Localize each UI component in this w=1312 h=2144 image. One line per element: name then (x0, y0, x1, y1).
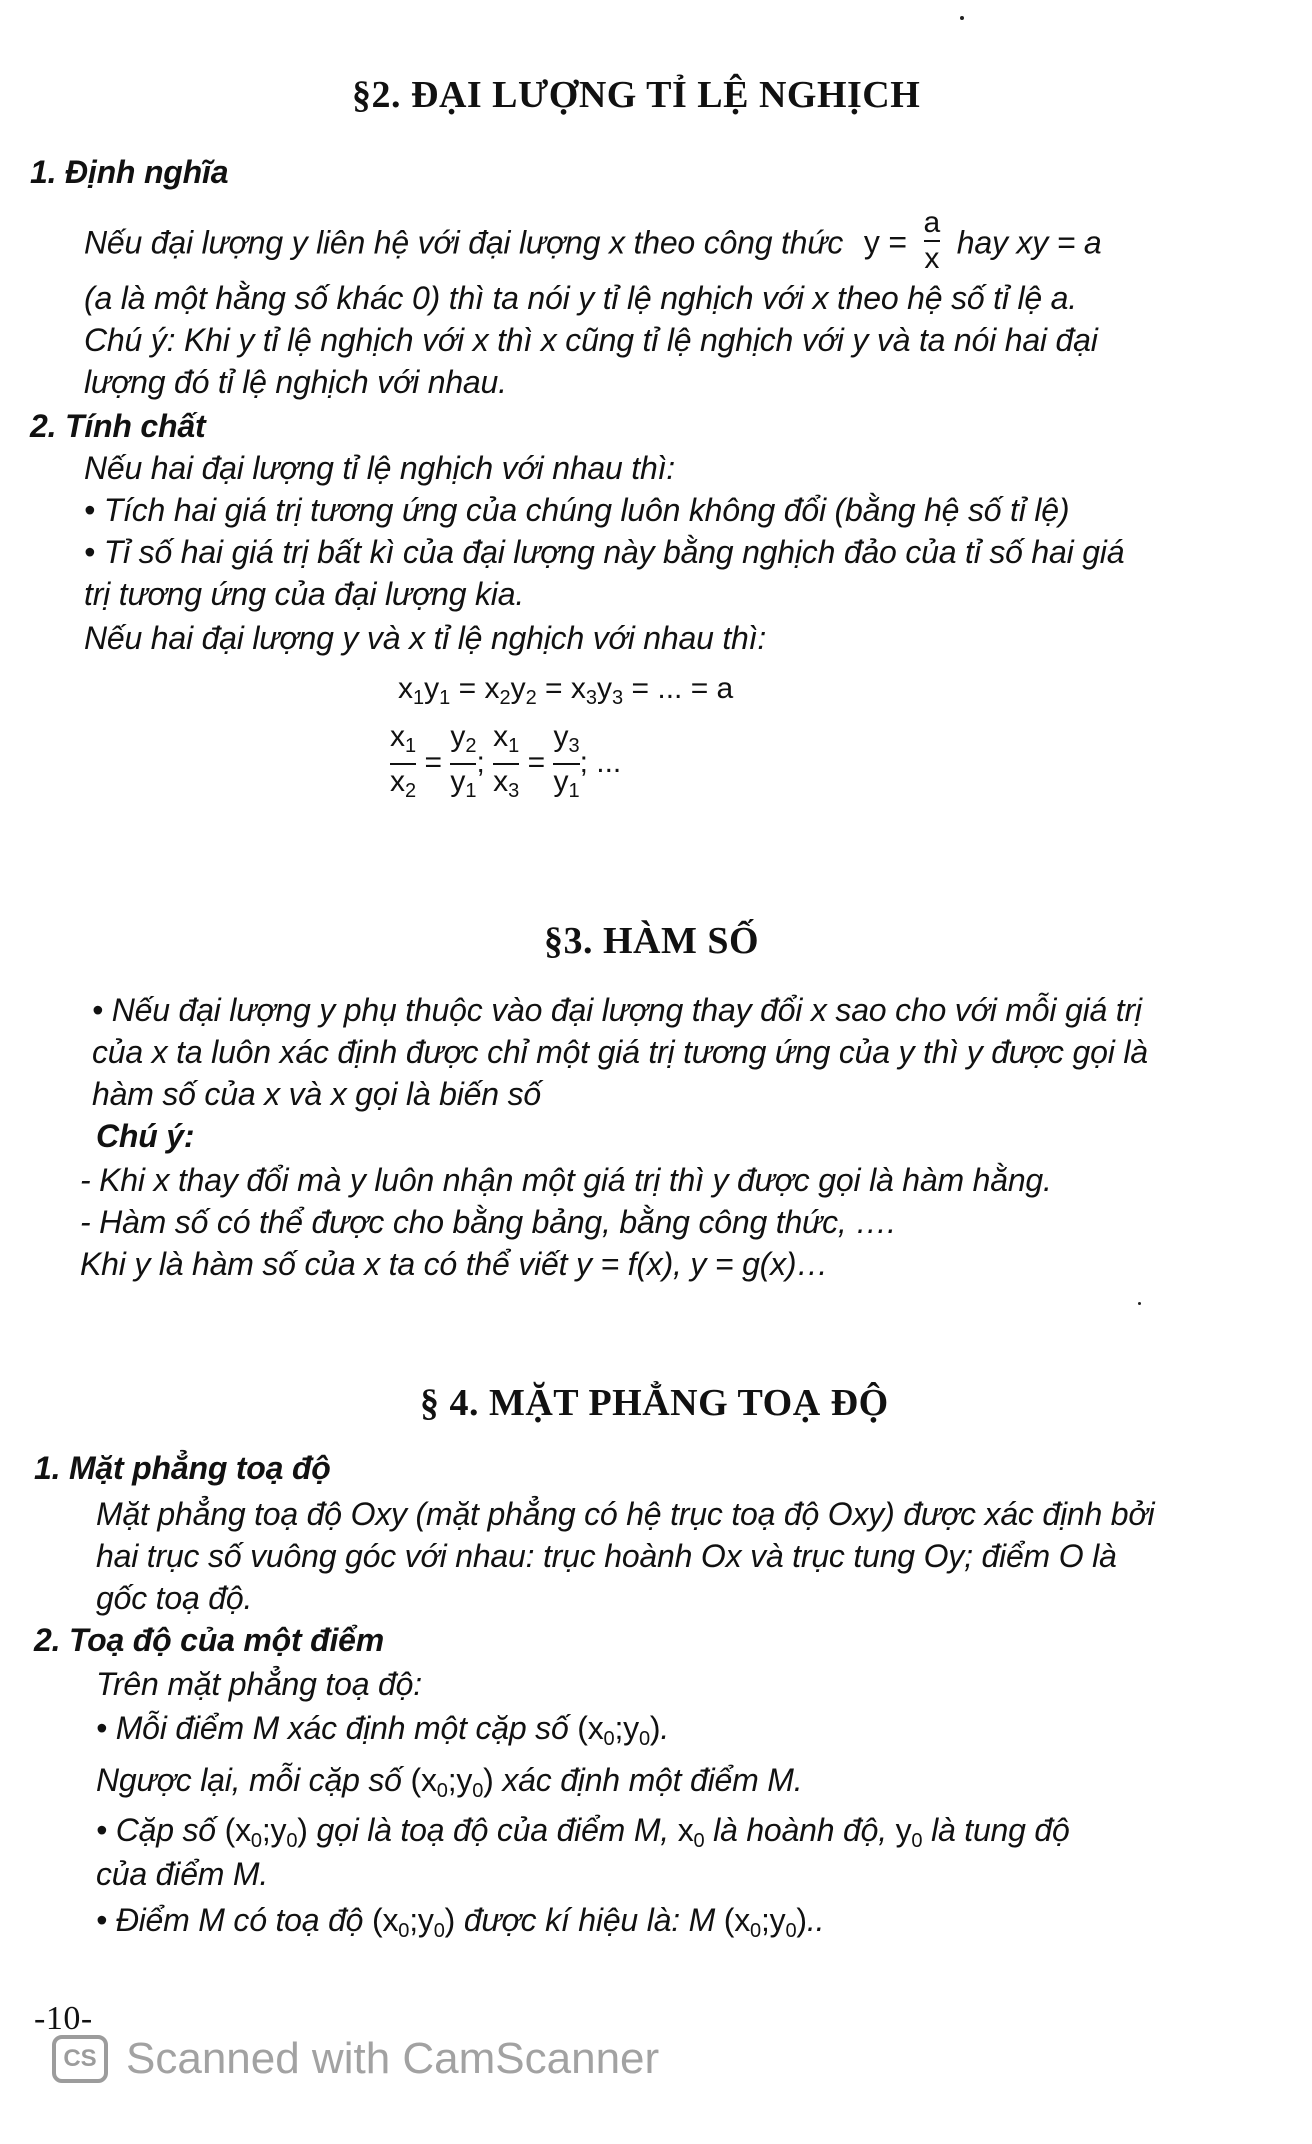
s3-note-2: - Hàm số có thể được cho bằng bảng, bằng công thức, …. (80, 1204, 896, 1240)
s2-bullet-2-line-1: • Tỉ số hai giá trị bất kì của đại lượng này bằng nghịch đảo của tỉ số hai giá (84, 534, 1125, 570)
section-4-title: § 4. MẶT PHẲNG TOẠ ĐỘ (420, 1382, 889, 1424)
equation-ratios: $\frac{x_1}{x_2}$ = $\frac{y_2}{y_1}$ ; $\frac{x_1}{x_3}$ = $\frac{y_3}{y_1}$ ; ... (390, 722, 621, 806)
s2-bullet-2-line-2: trị tương ứng của đại lượng kia. (84, 576, 525, 612)
s4-intro: Trên mặt phẳng toạ độ: (96, 1666, 422, 1702)
camscanner-logo-icon: CS (52, 2035, 108, 2083)
s2-note-line-2: lượng đó tỉ lệ nghịch với nhau. (84, 364, 507, 400)
s4-bullet-1: • Mỗi điểm M xác định một cặp số $(x_0;y_0)$. (96, 1710, 670, 1750)
s4-bullet-2-line-1: • Cặp số $(x_0;y_0)$ gọi là toạ độ của điểm M, $x_0$ là hoành độ, $y_0$ là tung độ (96, 1812, 1070, 1852)
s4-paragraph-line-1: Mặt phẳng toạ độ Oxy (mặt phẳng có hệ trục toạ độ Oxy) được xác định bởi (96, 1496, 1155, 1532)
s4-bullet-2-line-2: của điểm M. (96, 1856, 269, 1892)
s4-paragraph-line-3: gốc toạ độ. (96, 1580, 253, 1616)
s4-bullet-3: • Điểm M có toạ độ $(x_0;y_0)$ được kí hiệu là: M $(x_0;y_0)$.. (96, 1902, 825, 1942)
s2-definition-prefix: Nếu đại lượng y liên hệ với đại lượng x theo công thức (84, 224, 844, 261)
speck-mark (960, 16, 964, 20)
page-number: -10- (34, 2000, 93, 2037)
ratio-fraction-2: $\frac{y_2}{y_1}$ (450, 720, 477, 802)
s4-heading-plane: 1. Mặt phẳng toạ độ (34, 1450, 331, 1486)
camscanner-watermark (52, 2034, 659, 2084)
s3-note-title: Chú ý: (96, 1118, 195, 1154)
formula-numerator: a (923, 206, 941, 239)
ratio-fraction-3: $\frac{x_1}{x_3}$ (493, 720, 520, 802)
formula-lhs: y = (863, 224, 907, 261)
s3-paragraph-line-3: hàm số của x và x gọi là biến số (92, 1076, 541, 1112)
s2-definition-line-2: (a là một hằng số khác 0) thì ta nói y tỉ lệ nghịch với x theo hệ số tỉ lệ a. (84, 280, 1077, 316)
s4-paragraph-line-2: hai trục số vuông góc với nhau: trục hoành Ox và trục tung Oy; điểm O là (96, 1538, 1117, 1574)
s4-heading-point-coordinates: 2. Toạ độ của một điểm (34, 1622, 385, 1658)
ratio-fraction-4: $\frac{y_3}{y_1}$ (553, 720, 580, 802)
s3-paragraph-line-1: • Nếu đại lượng y phụ thuộc vào đại lượng thay đổi x sao cho với mỗi giá trị (92, 992, 1142, 1028)
s2-heading-properties: 2. Tính chất (30, 408, 206, 444)
s2-properties-intro-2: Nếu hai đại lượng y và x tỉ lệ nghịch với nhau thì: (84, 620, 767, 656)
s2-bullet-1: • Tích hai giá trị tương ứng của chúng luôn không đổi (bằng hệ số tỉ lệ) (84, 492, 1070, 528)
formula-suffix: hay xy = a (956, 224, 1102, 261)
camscanner-text: Scanned with CamScanner (126, 2034, 660, 2083)
formula-fraction (924, 208, 941, 274)
ratio-fraction-1: $\frac{x_1}{x_2}$ (390, 720, 417, 802)
s2-definition-line-1 (84, 206, 1102, 278)
section-2-title: §2. ĐẠI LƯỢNG TỈ LỆ NGHỊCH (352, 74, 921, 116)
speck-mark (1138, 1302, 1141, 1305)
section-3-title: §3. HÀM SỐ (544, 920, 760, 962)
s2-heading-definition: 1. Định nghĩa (30, 154, 229, 190)
s4-bullet-1-converse: Ngược lại, mỗi cặp số $(x_0;y_0)$ xác định một điểm M. (96, 1762, 803, 1802)
s2-note-line-1: Chú ý: Khi y tỉ lệ nghịch với x thì x cũng tỉ lệ nghịch với y và ta nói hai đại (84, 322, 1098, 358)
s3-note-1: - Khi x thay đổi mà y luôn nhận một giá trị thì y được gọi là hàm hằng. (80, 1162, 1052, 1198)
s3-note-3: Khi y là hàm số của x ta có thể viết y = f(x), y = g(x)… (80, 1246, 829, 1282)
s3-paragraph-line-2: của x ta luôn xác định được chỉ một giá trị tương ứng của y thì y được gọi là (92, 1034, 1148, 1070)
formula-denominator: x (924, 242, 940, 275)
equation-products: $x_1y_1 = x_2y_2 = x_3y_3$ = ... = a (398, 672, 734, 709)
s2-properties-intro: Nếu hai đại lượng tỉ lệ nghịch với nhau thì: (84, 450, 675, 486)
